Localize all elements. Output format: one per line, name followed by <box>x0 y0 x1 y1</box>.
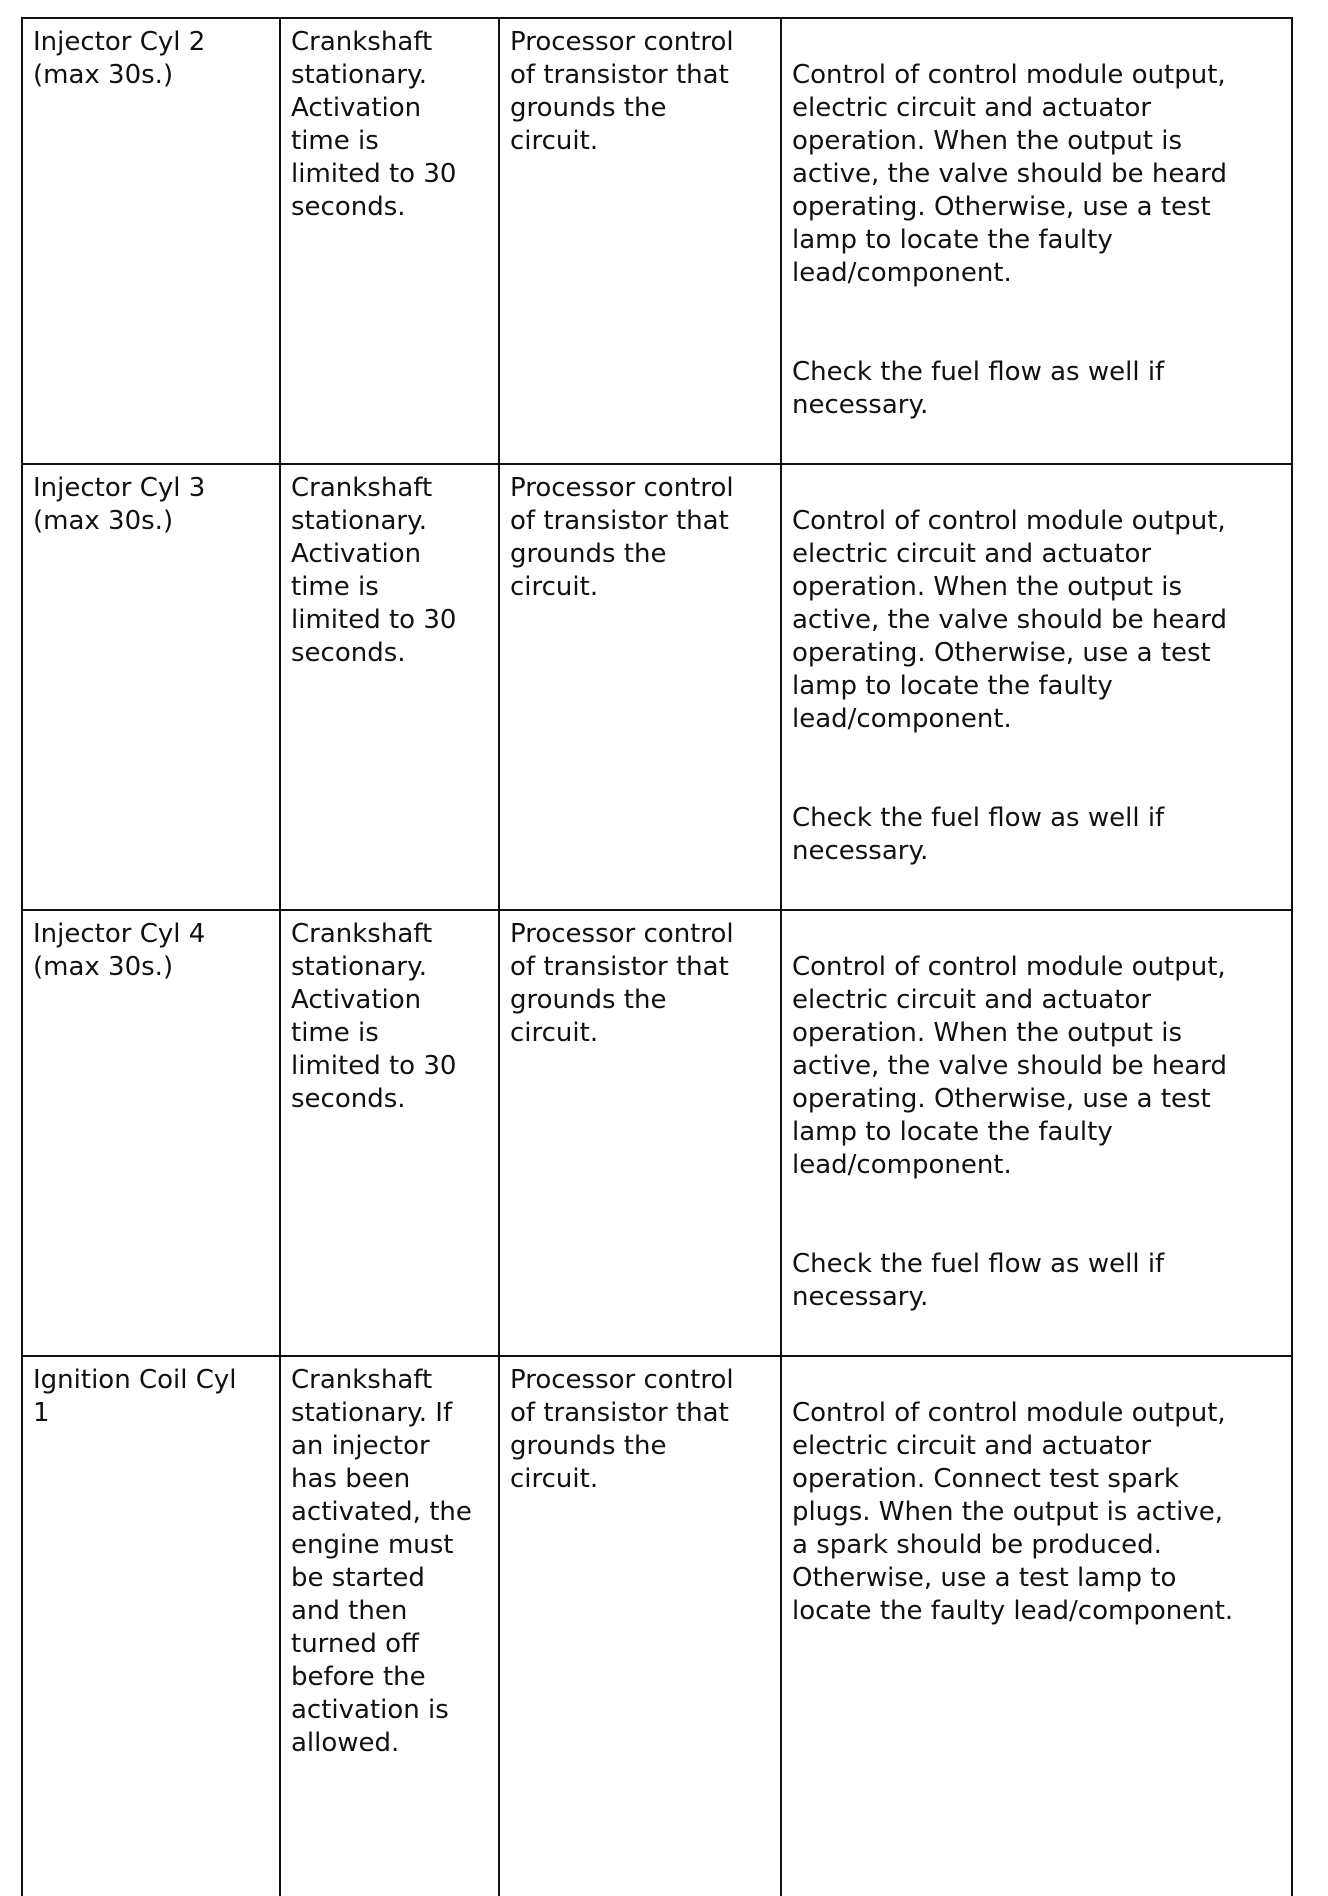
table-row <box>22 18 1292 464</box>
table-row <box>22 910 1292 1356</box>
table-row <box>22 1356 1292 1896</box>
method-cell: Processor control of transistor that grounds the circuit. <box>499 1356 781 1896</box>
method-cell: Processor control of transistor that grounds the circuit. <box>499 18 781 464</box>
table-row <box>22 464 1292 910</box>
check-text: Control of control module output, electric circuit and actuator operation. When the output is active, the valve should be heard operating. Otherwise, use a test lamp to locate the faulty lead/component. <box>792 506 1227 734</box>
component-cell: Injector Cyl 3 (max 30s.) <box>22 464 280 910</box>
check-text: Control of control module output, electric circuit and actuator operation. When the output is active, the valve should be heard operating. Otherwise, use a test lamp to locate the faulty lead/component. <box>792 952 1227 1180</box>
check-cell <box>781 464 1292 910</box>
condition-cell: Crankshaft stationary. If an injector has been activated, the engine must be started and then turned off before the activation is allowed. <box>280 1356 499 1896</box>
check-note: Check the fuel flow as well if necessary. <box>792 803 1165 866</box>
method-cell: Processor control of transistor that grounds the circuit. <box>499 464 781 910</box>
condition-cell: Crankshaft stationary. Activation time is limited to 30 seconds. <box>280 18 499 464</box>
condition-cell: Crankshaft stationary. Activation time is limited to 30 seconds. <box>280 910 499 1356</box>
check-cell <box>781 1356 1292 1896</box>
activation-test-table <box>21 17 1293 1896</box>
component-cell: Ignition Coil Cyl 1 <box>22 1356 280 1896</box>
check-text: Control of control module output, electric circuit and actuator operation. When the output is active, the valve should be heard operating. Otherwise, use a test lamp to locate the faulty lead/component. <box>792 60 1227 288</box>
component-cell: Injector Cyl 2 (max 30s.) <box>22 18 280 464</box>
component-cell: Injector Cyl 4 (max 30s.) <box>22 910 280 1356</box>
check-cell <box>781 910 1292 1356</box>
check-note: Check the fuel flow as well if necessary. <box>792 1249 1165 1312</box>
check-note: Check the fuel flow as well if necessary. <box>792 357 1165 420</box>
method-cell: Processor control of transistor that grounds the circuit. <box>499 910 781 1356</box>
condition-cell: Crankshaft stationary. Activation time is limited to 30 seconds. <box>280 464 499 910</box>
check-text: Control of control module output, electric circuit and actuator operation. Connect test spark plugs. When the output is active, a spark should be produced. Otherwise, use a test lamp to locate the faulty lead/component. <box>792 1398 1234 1626</box>
check-cell <box>781 18 1292 464</box>
